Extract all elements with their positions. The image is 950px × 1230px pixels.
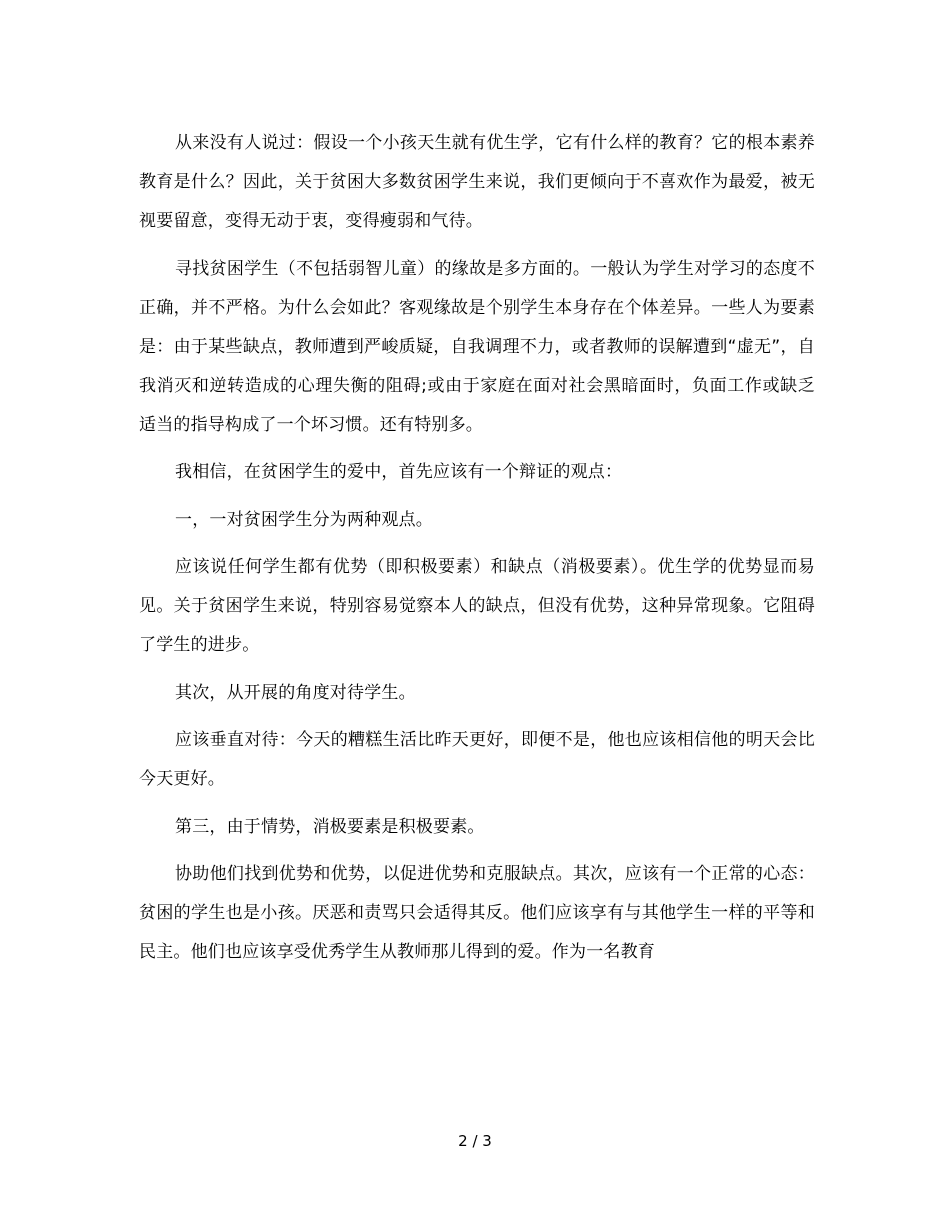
paragraph-6: 其次，从开展的角度对待学生。 [175, 682, 416, 703]
paragraph-8: 第三，由于情势，消极要素是积极要素。 [175, 816, 485, 837]
paragraph-2: 寻找贫困学生（不包括弱智儿童）的缘故是多方面的。一般认为学生对学习的态度不正确，并不严格。为什么会如此？客观缘故是个别学生本身存在个体差异。一些人为要素是：由于某些缺点，教师遭到严峻质疑，自我调理不力，或者教师的误解遭到“虚无”，自我消灭和逆转造成的心理失衡的阻碍;或由于家庭在面对社会黑暗面时，负面工作或缺乏适当的指导构成了一个坏习惯。还有特别多。 [139, 258, 815, 435]
document-body [139, 124, 815, 981]
paragraph-5: 应该说任何学生都有优势（即积极要素）和缺点（消极要素）。优生学的优势显而易见。关于贫困学生来说，特别容易觉察本人的缺点，但没有优势，这种异常现象。它阻碍了学生的进步。 [139, 557, 815, 655]
paragraph-7: 应该垂直对待：今天的糟糕生活比昨天更好，即便不是，他也应该相信他的明天会比今天更好。 [139, 730, 815, 789]
paragraph-1: 从来没有人说过：假设一个小孩天生就有优生学，它有什么样的教育？它的根本素养教育是什么？因此，关于贫困大多数贫困学生来说，我们更倾向于不喜欢作为最爱，被无视要留意，变得无动于衷，变得瘦弱和气待。 [139, 133, 815, 231]
paragraph-4: 一，一对贫困学生分为两种观点。 [175, 509, 433, 530]
page-number: 2 / 3 [458, 1132, 492, 1150]
paragraph-3: 我相信，在贫困学生的爱中，首先应该有一个辩证的观点： [175, 462, 623, 482]
paragraph-9: 协助他们找到优势和优势，以促进优势和克服缺点。其次，应该有一个正常的心态：贫困的学生也是小孩。厌恶和责骂只会适得其反。他们应该享有与其他学生一样的平等和民主。他们也应该享受优秀学生从教师那儿得到的爱。作为一名教育 [139, 864, 815, 962]
